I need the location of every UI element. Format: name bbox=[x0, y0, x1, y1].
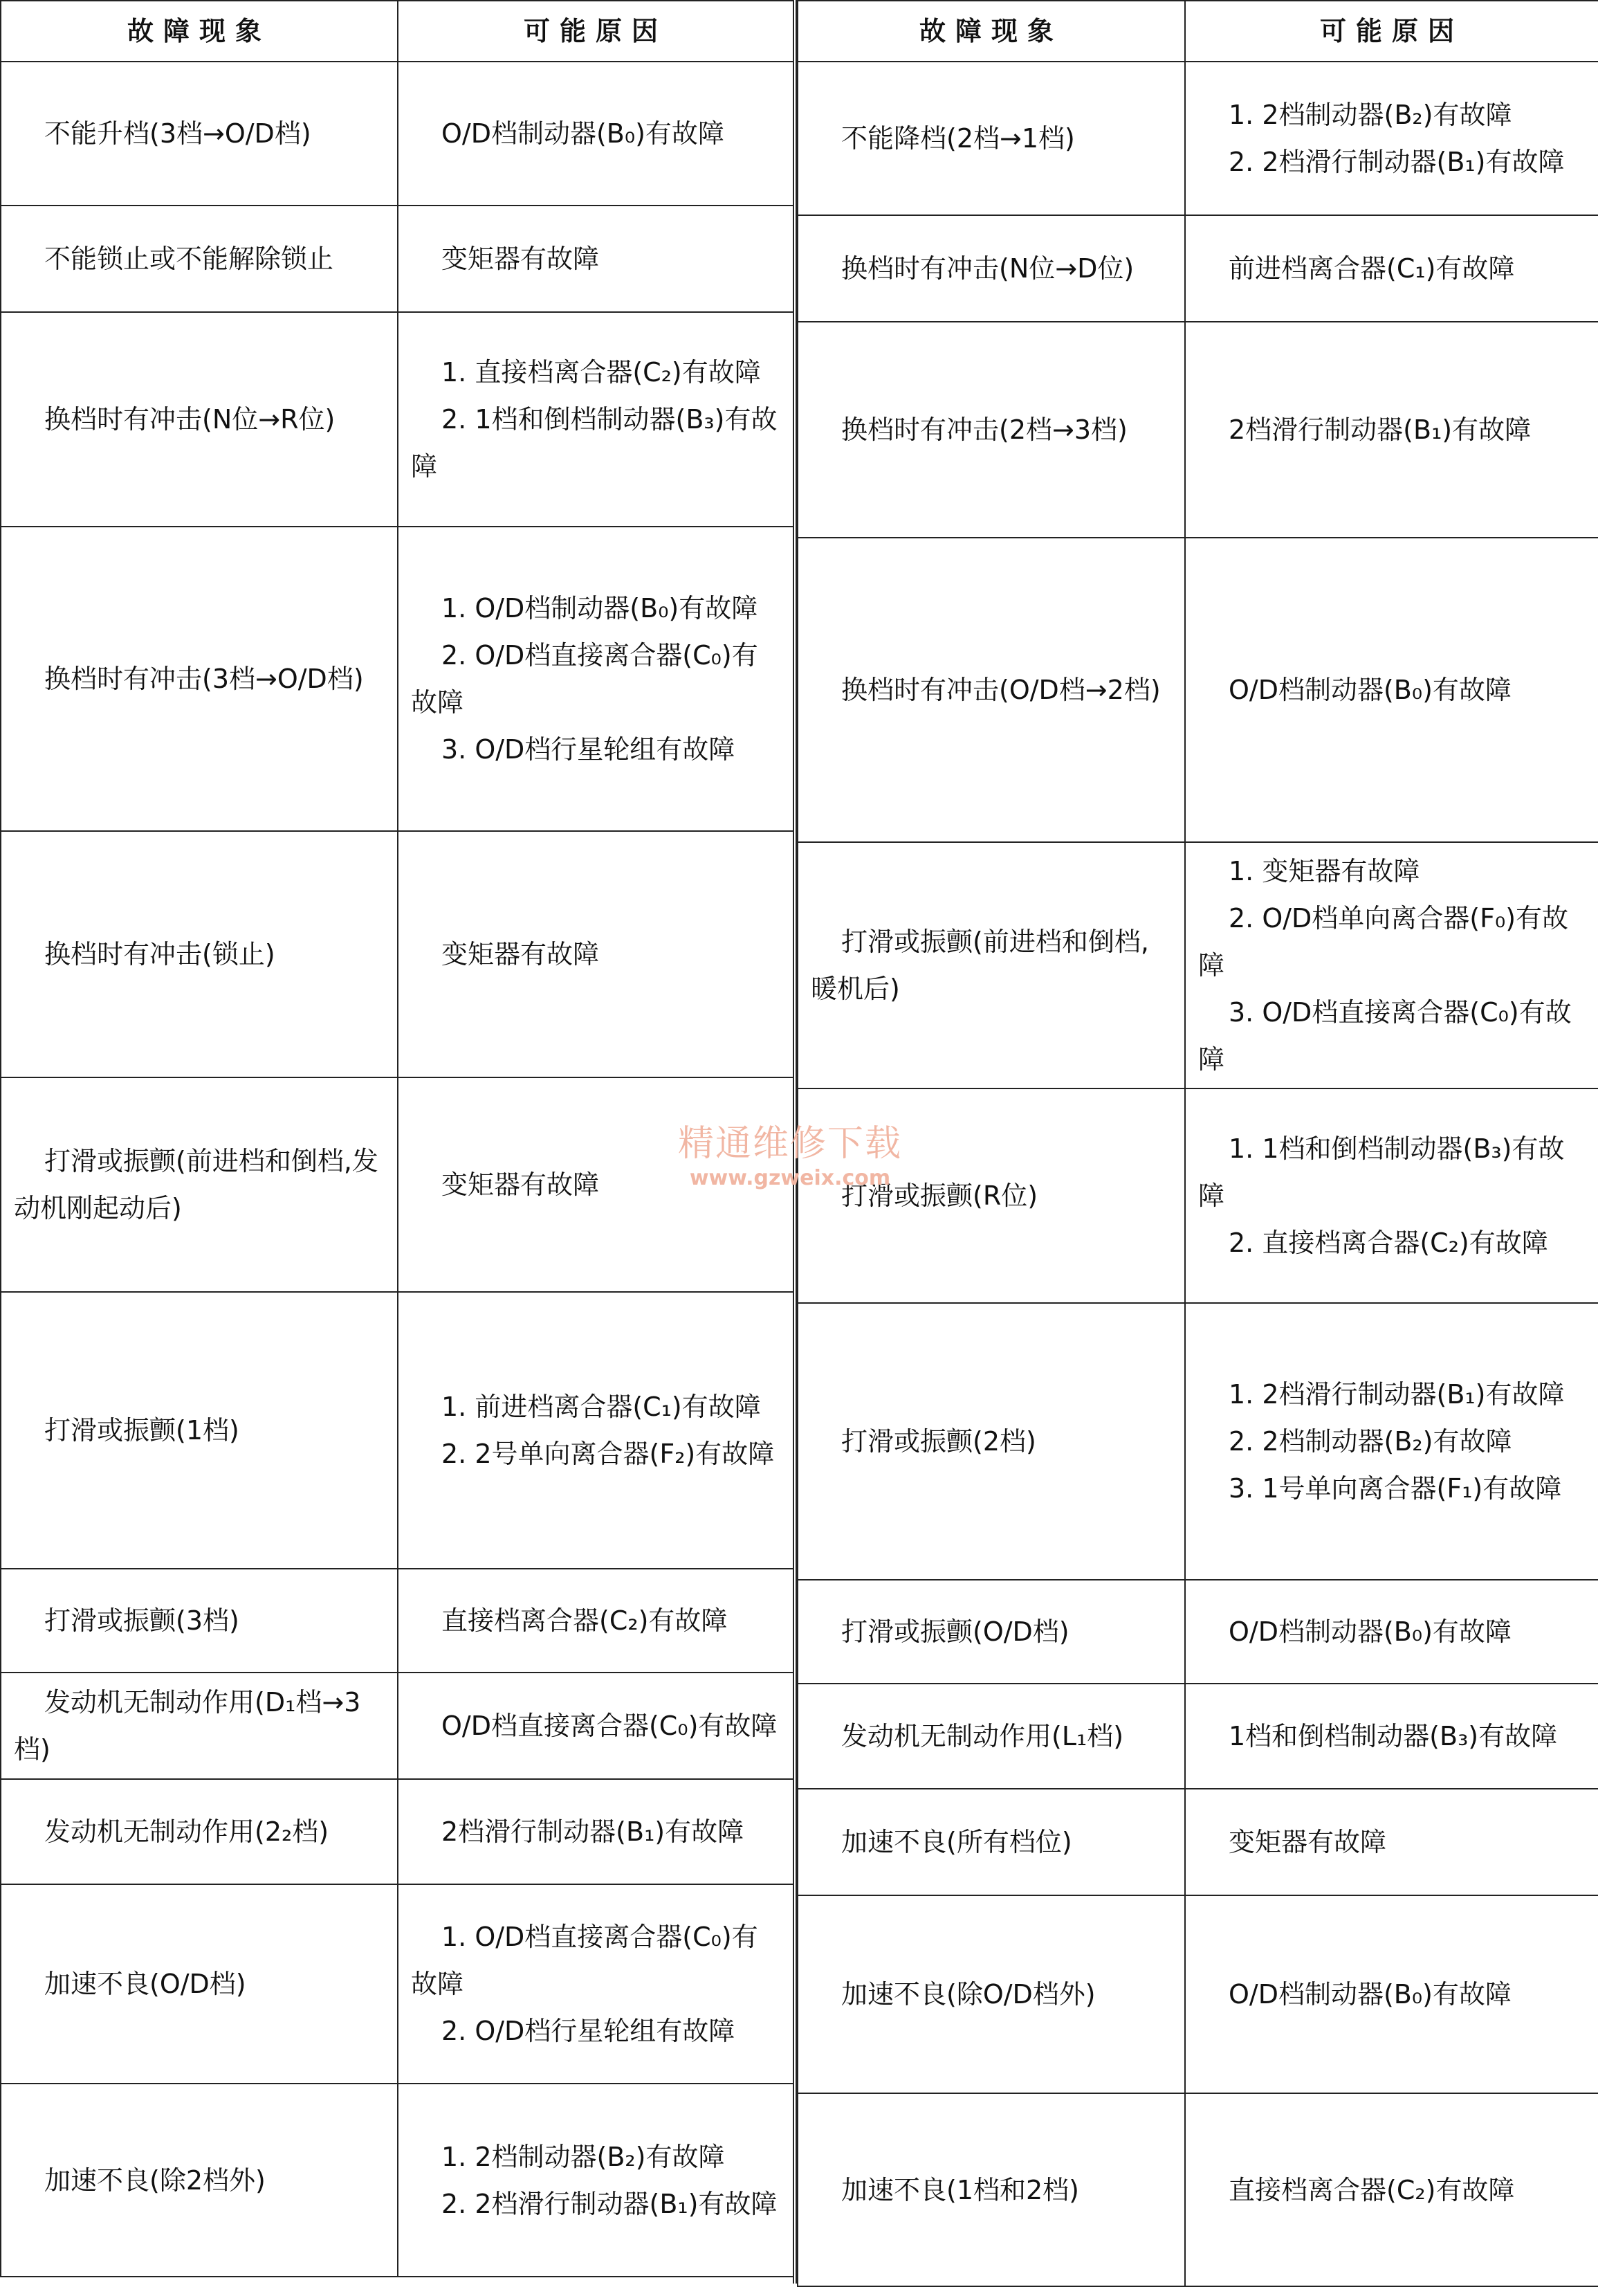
symptom-text: 换档时有冲击(锁止) bbox=[44, 939, 275, 969]
header-row bbox=[798, 1, 1598, 62]
cause-text: 2. 2档滑行制动器(B₁)有故障 bbox=[441, 2188, 778, 2219]
cause-text: O/D档直接离合器(C₀)有故障 bbox=[441, 1711, 778, 1741]
cause-cell bbox=[1185, 1088, 1598, 1303]
cause-cell bbox=[398, 1673, 793, 1779]
cause-cell bbox=[398, 2084, 793, 2277]
symptom-text: 加速不良(所有档位) bbox=[841, 1827, 1072, 1857]
cause-text: 2. O/D档单向离合器(F₀)有故障 bbox=[1198, 903, 1569, 981]
symptom-cell bbox=[798, 1789, 1185, 1895]
cause-cell bbox=[1185, 1789, 1598, 1895]
symptom-cell bbox=[1, 2084, 398, 2277]
cause-text: 2. 直接档离合器(C₂)有故障 bbox=[1229, 1228, 1548, 1258]
table-row bbox=[1, 1292, 793, 1569]
symptom-text: 发动机无制动作用(2₂档) bbox=[44, 1816, 329, 1847]
table-row bbox=[798, 1895, 1598, 2093]
cause-cell bbox=[398, 206, 793, 312]
header-row bbox=[1, 1, 793, 62]
header-symptom: 故障现象 bbox=[1, 1, 398, 62]
symptom-text: 打滑或振颤(前进档和倒档,发动机刚起动后) bbox=[14, 1146, 378, 1223]
symptom-text: 换档时有冲击(N位→D位) bbox=[841, 253, 1135, 284]
symptom-text: 加速不良(除2档外) bbox=[44, 2165, 266, 2196]
cause-text: 1. 直接档离合器(C₂)有故障 bbox=[441, 357, 761, 388]
table-row bbox=[1, 527, 793, 831]
cause-text: 1. O/D档制动器(B₀)有故障 bbox=[441, 593, 758, 623]
cause-text: 前进档离合器(C₁)有故障 bbox=[1229, 253, 1515, 284]
cause-text: O/D档制动器(B₀)有故障 bbox=[1229, 1616, 1512, 1647]
symptom-cell bbox=[798, 62, 1185, 215]
cause-text: 1. 2档制动器(B₂)有故障 bbox=[1229, 100, 1512, 130]
symptom-text: 换档时有冲击(3档→O/D档) bbox=[44, 664, 364, 694]
cause-text: 变矩器有故障 bbox=[1229, 1827, 1387, 1857]
cause-cell bbox=[398, 1292, 793, 1569]
table-row bbox=[798, 1580, 1598, 1684]
symptom-cell bbox=[1, 1673, 398, 1779]
cause-cell bbox=[398, 831, 793, 1077]
symptom-cell bbox=[798, 538, 1185, 842]
cause-text: O/D档制动器(B₀)有故障 bbox=[1229, 1979, 1512, 2010]
symptom-cell bbox=[798, 842, 1185, 1088]
cause-text: 3. O/D档行星轮组有故障 bbox=[441, 734, 735, 765]
symptom-text: 加速不良(除O/D档外) bbox=[841, 1979, 1096, 2010]
cause-text: 2档滑行制动器(B₁)有故障 bbox=[441, 1816, 744, 1847]
table-row bbox=[1, 62, 793, 206]
cause-text: 2. 1档和倒档制动器(B₃)有故障 bbox=[411, 404, 778, 482]
table-row bbox=[798, 1303, 1598, 1580]
table-row bbox=[1, 1673, 793, 1779]
symptom-cell bbox=[1, 527, 398, 831]
table-row bbox=[1, 312, 793, 527]
table-row bbox=[798, 62, 1598, 215]
symptom-text: 加速不良(1档和2档) bbox=[841, 2174, 1080, 2205]
table-row bbox=[1, 1884, 793, 2084]
table-row bbox=[798, 538, 1598, 842]
symptom-cell bbox=[1, 831, 398, 1077]
symptom-cell bbox=[1, 312, 398, 527]
fault-table-left bbox=[0, 0, 794, 2277]
table-row bbox=[798, 322, 1598, 538]
cause-text: 1. 变矩器有故障 bbox=[1229, 856, 1420, 886]
cause-text: O/D档制动器(B₀)有故障 bbox=[441, 118, 724, 149]
symptom-text: 打滑或振颤(1档) bbox=[44, 1415, 239, 1446]
symptom-cell bbox=[798, 1580, 1185, 1684]
table-row bbox=[798, 1088, 1598, 1303]
symptom-text: 换档时有冲击(2档→3档) bbox=[841, 414, 1128, 445]
table-row bbox=[1, 1569, 793, 1673]
header-symptom: 故障现象 bbox=[798, 1, 1185, 62]
cause-text: 直接档离合器(C₂)有故障 bbox=[1229, 2174, 1515, 2205]
cause-text: 变矩器有故障 bbox=[441, 939, 600, 969]
cause-cell bbox=[1185, 1303, 1598, 1580]
cause-text: 变矩器有故障 bbox=[441, 244, 600, 274]
cause-text: 1. 前进档离合器(C₁)有故障 bbox=[441, 1392, 761, 1422]
cause-text: 2档滑行制动器(B₁)有故障 bbox=[1229, 414, 1532, 445]
symptom-cell bbox=[798, 1303, 1185, 1580]
symptom-text: 不能锁止或不能解除锁止 bbox=[44, 244, 334, 274]
header-cause: 可能原因 bbox=[398, 1, 793, 62]
cause-cell bbox=[398, 1569, 793, 1673]
cause-cell bbox=[1185, 842, 1598, 1088]
symptom-text: 发动机无制动作用(L₁档) bbox=[841, 1721, 1124, 1751]
cause-cell bbox=[398, 527, 793, 831]
symptom-cell bbox=[1, 206, 398, 312]
symptom-cell bbox=[1, 1077, 398, 1292]
cause-text: 直接档离合器(C₂)有故障 bbox=[441, 1605, 728, 1636]
symptom-cell bbox=[1, 1569, 398, 1673]
cause-text: 2. 2档制动器(B₂)有故障 bbox=[1229, 1426, 1512, 1457]
symptom-text: 打滑或振颤(前进档和倒档,暖机后) bbox=[811, 927, 1149, 1004]
cause-text: 2. O/D档行星轮组有故障 bbox=[441, 2016, 735, 2046]
cause-text: 2. 2号单向离合器(F₂)有故障 bbox=[441, 1439, 775, 1469]
cause-cell bbox=[398, 1779, 793, 1884]
cause-text: 1. O/D档直接离合器(C₀)有故障 bbox=[411, 1922, 758, 1999]
cause-text: 2. 2档滑行制动器(B₁)有故障 bbox=[1229, 147, 1565, 177]
symptom-text: 打滑或振颤(R位) bbox=[841, 1181, 1038, 1211]
cause-text: O/D档制动器(B₀)有故障 bbox=[1229, 675, 1512, 705]
cause-text: 2. O/D档直接离合器(C₀)有故障 bbox=[411, 640, 758, 718]
symptom-cell bbox=[798, 322, 1185, 538]
symptom-cell bbox=[798, 215, 1185, 322]
cause-text: 3. 1号单向离合器(F₁)有故障 bbox=[1229, 1473, 1562, 1504]
symptom-cell bbox=[798, 1895, 1185, 2093]
cause-cell bbox=[1185, 322, 1598, 538]
cause-cell bbox=[1185, 538, 1598, 842]
cause-text: 3. O/D档直接离合器(C₀)有故障 bbox=[1198, 997, 1572, 1075]
table-row bbox=[798, 1789, 1598, 1895]
table-row bbox=[1, 206, 793, 312]
symptom-text: 发动机无制动作用(D₁档→3档) bbox=[14, 1687, 361, 1765]
symptom-cell bbox=[798, 1684, 1185, 1789]
symptom-cell bbox=[798, 1088, 1185, 1303]
cause-cell bbox=[398, 1077, 793, 1292]
table-row bbox=[1, 831, 793, 1077]
cause-cell bbox=[398, 1884, 793, 2084]
symptom-cell bbox=[1, 62, 398, 206]
cause-text: 1档和倒档制动器(B₃)有故障 bbox=[1229, 1721, 1558, 1751]
table-row bbox=[798, 842, 1598, 1088]
table-row bbox=[1, 2084, 793, 2277]
table-row bbox=[798, 2093, 1598, 2286]
symptom-text: 换档时有冲击(O/D档→2档) bbox=[841, 675, 1161, 705]
watermark-url: www.gzweix.com bbox=[689, 1166, 891, 1190]
symptom-cell bbox=[1, 1884, 398, 2084]
cause-text: 1. 2档制动器(B₂)有故障 bbox=[441, 2141, 725, 2172]
header-cause: 可能原因 bbox=[1185, 1, 1598, 62]
cause-cell bbox=[1185, 62, 1598, 215]
symptom-text: 不能升档(3档→O/D档) bbox=[44, 118, 311, 149]
symptom-cell bbox=[798, 2093, 1185, 2286]
table-row bbox=[798, 1684, 1598, 1789]
cause-text: 1. 1档和倒档制动器(B₃)有故障 bbox=[1198, 1133, 1565, 1211]
symptom-cell bbox=[1, 1292, 398, 1569]
symptom-text: 打滑或振颤(O/D档) bbox=[841, 1616, 1069, 1647]
cause-cell bbox=[1185, 215, 1598, 322]
cause-text: 变矩器有故障 bbox=[441, 1169, 600, 1200]
table-row bbox=[798, 215, 1598, 322]
symptom-text: 不能降档(2档→1档) bbox=[841, 123, 1075, 154]
cause-text: 1. 2档滑行制动器(B₁)有故障 bbox=[1229, 1379, 1565, 1410]
symptom-text: 加速不良(O/D档) bbox=[44, 1969, 246, 1999]
cause-cell bbox=[398, 62, 793, 206]
symptom-text: 打滑或振颤(2档) bbox=[841, 1426, 1036, 1457]
symptom-cell bbox=[1, 1779, 398, 1884]
table-row bbox=[1, 1779, 793, 1884]
watermark-text: 精通维修下载 bbox=[678, 1123, 903, 1165]
cause-cell bbox=[398, 312, 793, 527]
table-row bbox=[1, 1077, 793, 1292]
cause-cell bbox=[1185, 1684, 1598, 1789]
cause-cell bbox=[1185, 1895, 1598, 2093]
symptom-text: 打滑或振颤(3档) bbox=[44, 1605, 239, 1636]
symptom-text: 换档时有冲击(N位→R位) bbox=[44, 404, 336, 435]
fault-table-right bbox=[797, 0, 1598, 2287]
cause-cell bbox=[1185, 1580, 1598, 1684]
cause-cell bbox=[1185, 2093, 1598, 2286]
